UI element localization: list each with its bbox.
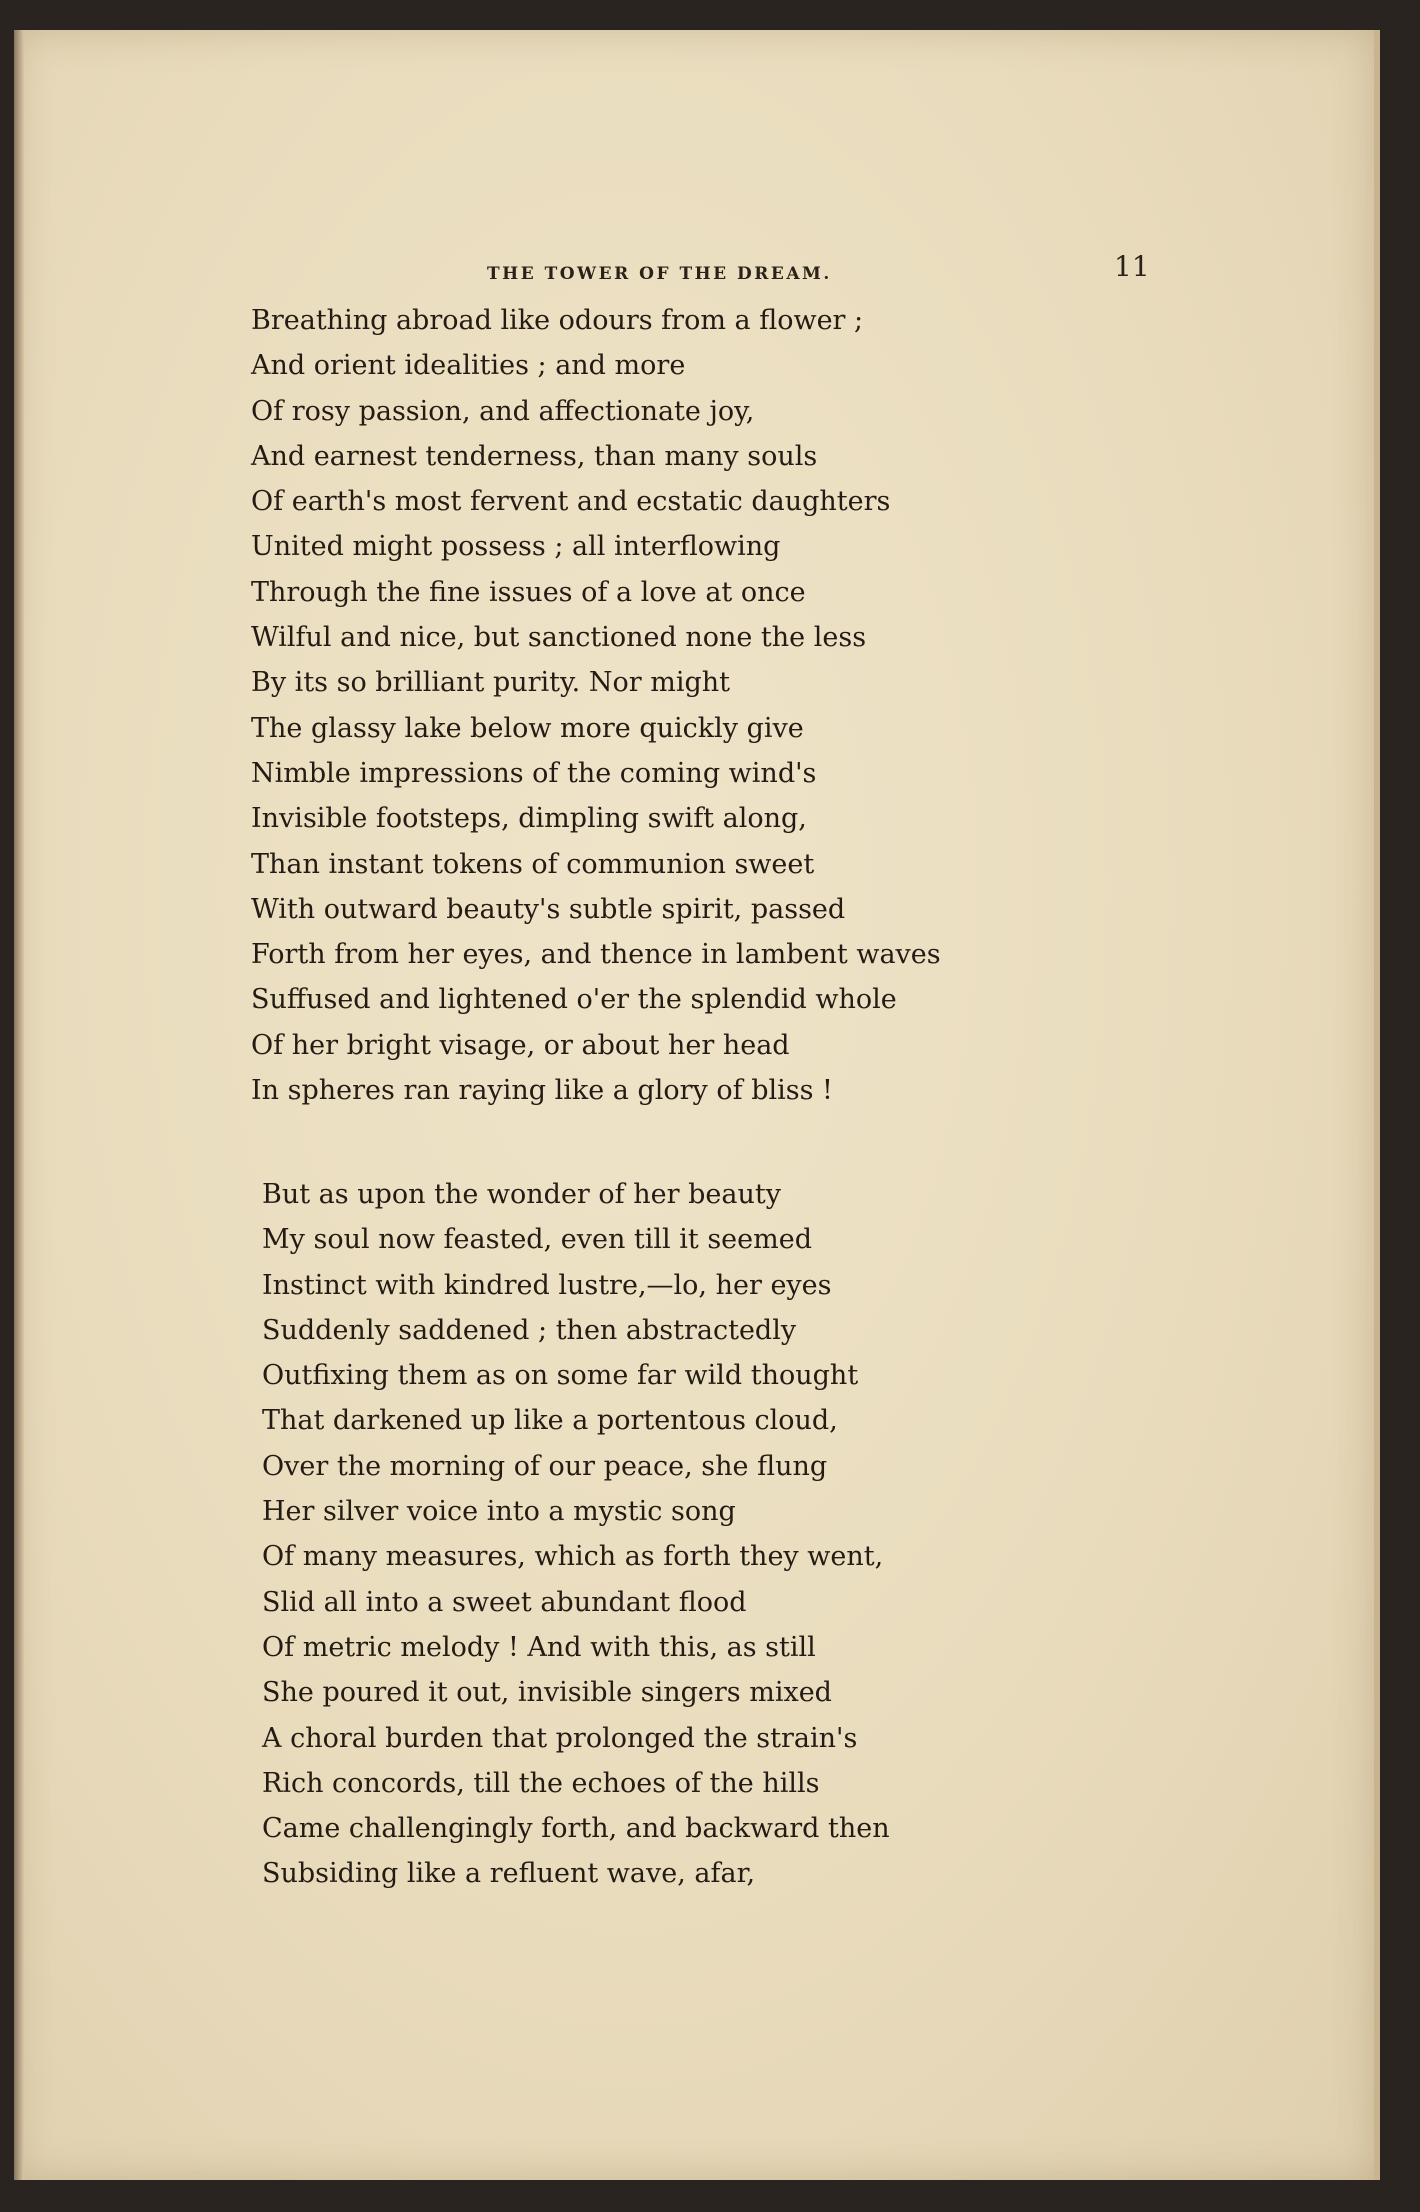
running-title: THE TOWER OF THE DREAM. [487, 264, 832, 284]
stanza-1 [251, 298, 941, 1113]
poem-line: Suffused and lightened o'er the splendid whole [251, 984, 897, 1016]
poem-line: United might possess ; all interflowing [251, 531, 781, 563]
poem-line: And earnest tenderness, than many souls [251, 440, 818, 472]
poem-line: My soul now feasted, even till it seemed [262, 1224, 813, 1256]
poem-line: Than instant tokens of communion sweet [251, 848, 815, 880]
page-header [14, 250, 1374, 290]
poem-line: Came challengingly forth, and backward then [262, 1813, 890, 1845]
poem-line: Nimble impressions of the coming wind's [251, 757, 817, 789]
poem-line: Of her bright visage, or about her head [251, 1029, 790, 1061]
poem-line: Her silver voice into a mystic song [262, 1496, 736, 1528]
poem-line: Over the morning of our peace, she flung [262, 1450, 828, 1482]
poem-line: In spheres ran raying like a glory of bliss ! [251, 1075, 833, 1107]
poem-line: Wilful and nice, but sanctioned none the less [251, 622, 867, 654]
poem-line: A choral burden that prolonged the strain's [262, 1722, 858, 1754]
poem-line: Suddenly saddened ; then abstractedly [262, 1314, 797, 1346]
poem-line: Instinct with kindred lustre,—lo, her eyes [262, 1269, 832, 1301]
poem-line: Rich concords, till the echoes of the hills [262, 1767, 820, 1799]
poem-line: Breathing abroad like odours from a flower ; [251, 305, 864, 336]
poem-line: She poured it out, invisible singers mixed [262, 1677, 832, 1709]
poem-line: Of rosy passion, and affectionate joy, [251, 395, 755, 427]
poem-line: Forth from her eyes, and thence in lambent waves [251, 939, 941, 971]
poem-line: And orient idealities ; and more [251, 350, 686, 382]
stanza-2 [262, 1172, 890, 1897]
poem-line: Of metric melody ! And with this, as still [262, 1631, 816, 1663]
poem-line: The glassy lake below more quickly give [251, 712, 804, 744]
poem-line: But as upon the wonder of her beauty [262, 1179, 781, 1210]
poem-line: That darkened up like a portentous cloud, [262, 1405, 838, 1437]
poem-line: Invisible footsteps, dimpling swift along, [251, 803, 807, 835]
poem-line: Outfixing them as on some far wild thought [262, 1360, 859, 1392]
poem-line: Through the fine issues of a love at once [251, 576, 806, 608]
poem-line: Of many measures, which as forth they went, [262, 1541, 884, 1573]
poem-line: Slid all into a sweet abundant flood [262, 1586, 747, 1618]
poem-line: By its so brilliant purity. Nor might [251, 667, 730, 699]
poem-line: With outward beauty's subtle spirit, passed [251, 893, 846, 925]
poem-line: Subsiding like a refluent wave, afar, [262, 1858, 756, 1890]
poem-line: Of earth's most fervent and ecstatic daughters [251, 486, 891, 518]
page-number: 11 [1114, 250, 1150, 283]
